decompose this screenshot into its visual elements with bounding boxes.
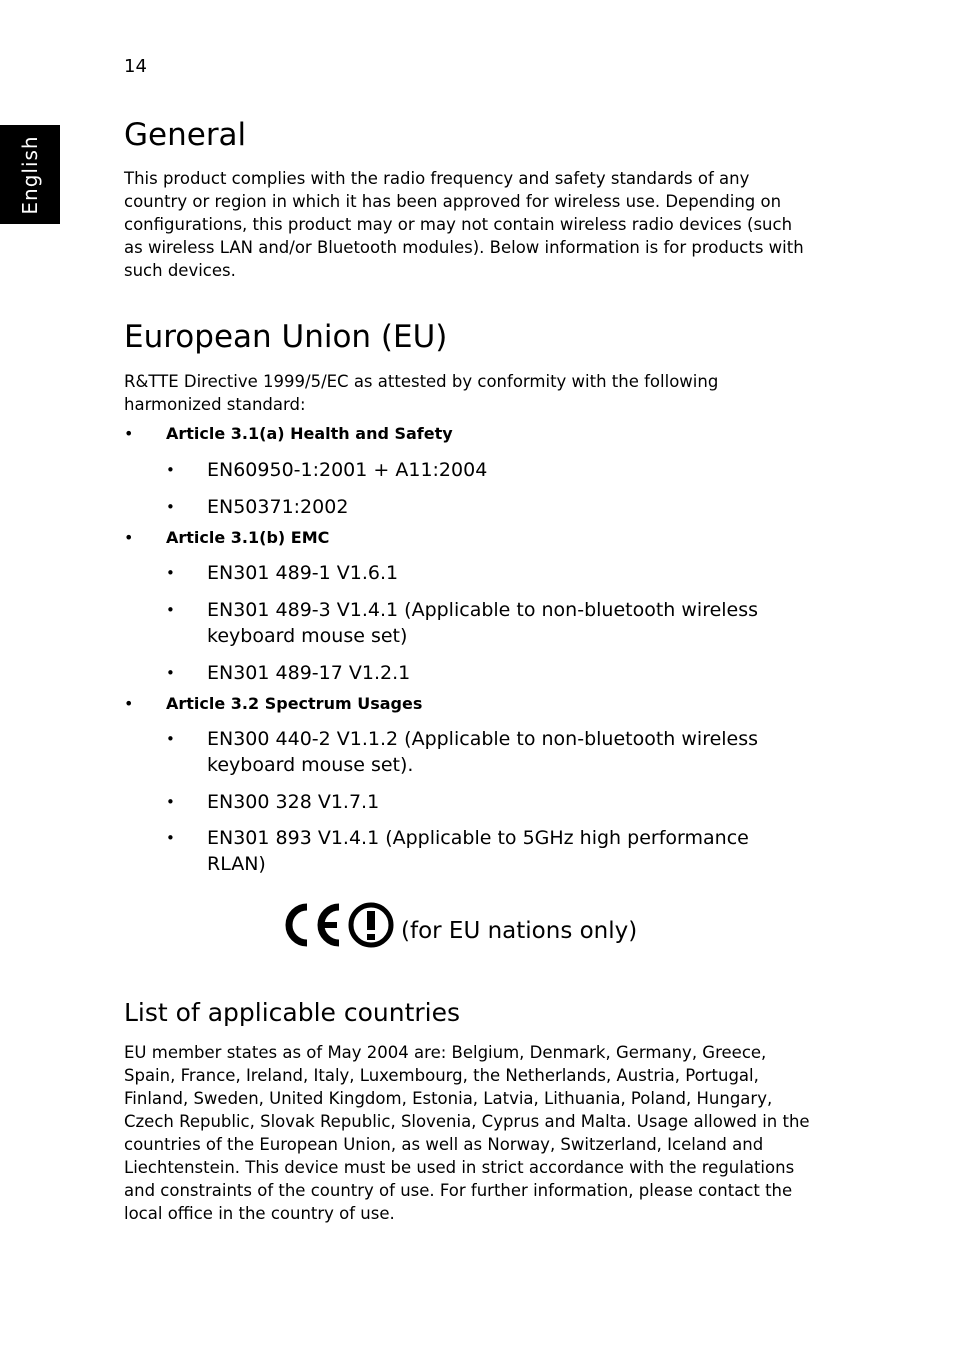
- general-heading: General: [124, 117, 247, 153]
- bullet: •: [166, 498, 175, 516]
- page-number: 14: [124, 56, 147, 77]
- standard-item: [166, 825, 766, 877]
- alert-mark-icon: [347, 900, 395, 950]
- bullet: •: [124, 694, 134, 713]
- eu-heading: European Union (EU): [124, 319, 448, 355]
- bullet: •: [166, 829, 175, 847]
- standard-label: EN301 489-17 V1.2.1: [207, 662, 411, 684]
- standard-label: EN50371:2002: [207, 496, 349, 518]
- general-body: This product complies with the radio frequency and safety standards of any country or region in which it has been approved for wireless use. Depending on configurations, this product may or may not contain wireless radio devices (such as wireless LAN and/or Bluetooth modules). Below information is for products with such devices.: [124, 169, 804, 280]
- language-tab-label: English: [18, 135, 42, 215]
- eu-intro: R&TTE Directive 1999/5/EC as attested by conformity with the following harmonized standard:: [124, 372, 719, 414]
- standard-label: EN300 328 V1.7.1: [207, 791, 380, 813]
- standard-label: EN301 489-3 V1.4.1 (Applicable to non-bluetooth wireless keyboard mouse set): [207, 599, 759, 647]
- countries-heading: List of applicable countries: [124, 998, 461, 1027]
- standard-label: EN301 489-1 V1.6.1: [207, 562, 399, 584]
- bullet: •: [166, 664, 175, 682]
- compliance-marks: [277, 897, 637, 953]
- standard-item: [166, 597, 766, 649]
- bullet: •: [166, 461, 175, 479]
- article-title: Article 3.1(a) Health and Safety: [166, 424, 453, 443]
- language-tab: [0, 125, 60, 224]
- standard-item: [166, 726, 766, 778]
- standard-item: [166, 494, 766, 520]
- bullet: •: [166, 730, 175, 748]
- standard-item: [166, 789, 766, 815]
- article-title: Article 3.2 Spectrum Usages: [166, 694, 423, 713]
- bullet: •: [166, 601, 175, 619]
- marks-caption: (for EU nations only): [401, 918, 638, 944]
- ce-mark-icon: [277, 900, 343, 950]
- standard-item: [166, 560, 766, 586]
- standard-label: EN300 440-2 V1.1.2 (Applicable to non-bluetooth wireless keyboard mouse set).: [207, 728, 759, 776]
- standard-label: EN60950-1:2001 + A11:2004: [207, 459, 488, 481]
- standard-item: [166, 660, 766, 686]
- bullet: •: [166, 793, 175, 811]
- standard-item: [166, 457, 766, 483]
- countries-body: EU member states as of May 2004 are: Belgium, Denmark, Germany, Greece, Spain, France, Ireland, Italy, Luxembourg, the Netherlands, Austria, Portugal, Finland, Sweden, United Kingdom, Estonia, Latvia, Lithuania, Poland, Hungary, Czech Republic, Slovak Republic, Slovenia, Cyprus and Malta. Usage allowed in the countries of the European Union, as well as Norway, Switzerland, Iceland and Liechtenstein. This device must be used in strict accordance with the regulations and constraints of the country of use. For further information, please contact the local office in the country of use.: [124, 1043, 810, 1223]
- bullet: •: [166, 564, 175, 582]
- article-title: Article 3.1(b) EMC: [166, 528, 330, 547]
- standard-label: EN301 893 V1.4.1 (Applicable to 5GHz high performance RLAN): [207, 827, 749, 875]
- bullet: •: [124, 528, 134, 547]
- bullet: •: [124, 424, 134, 443]
